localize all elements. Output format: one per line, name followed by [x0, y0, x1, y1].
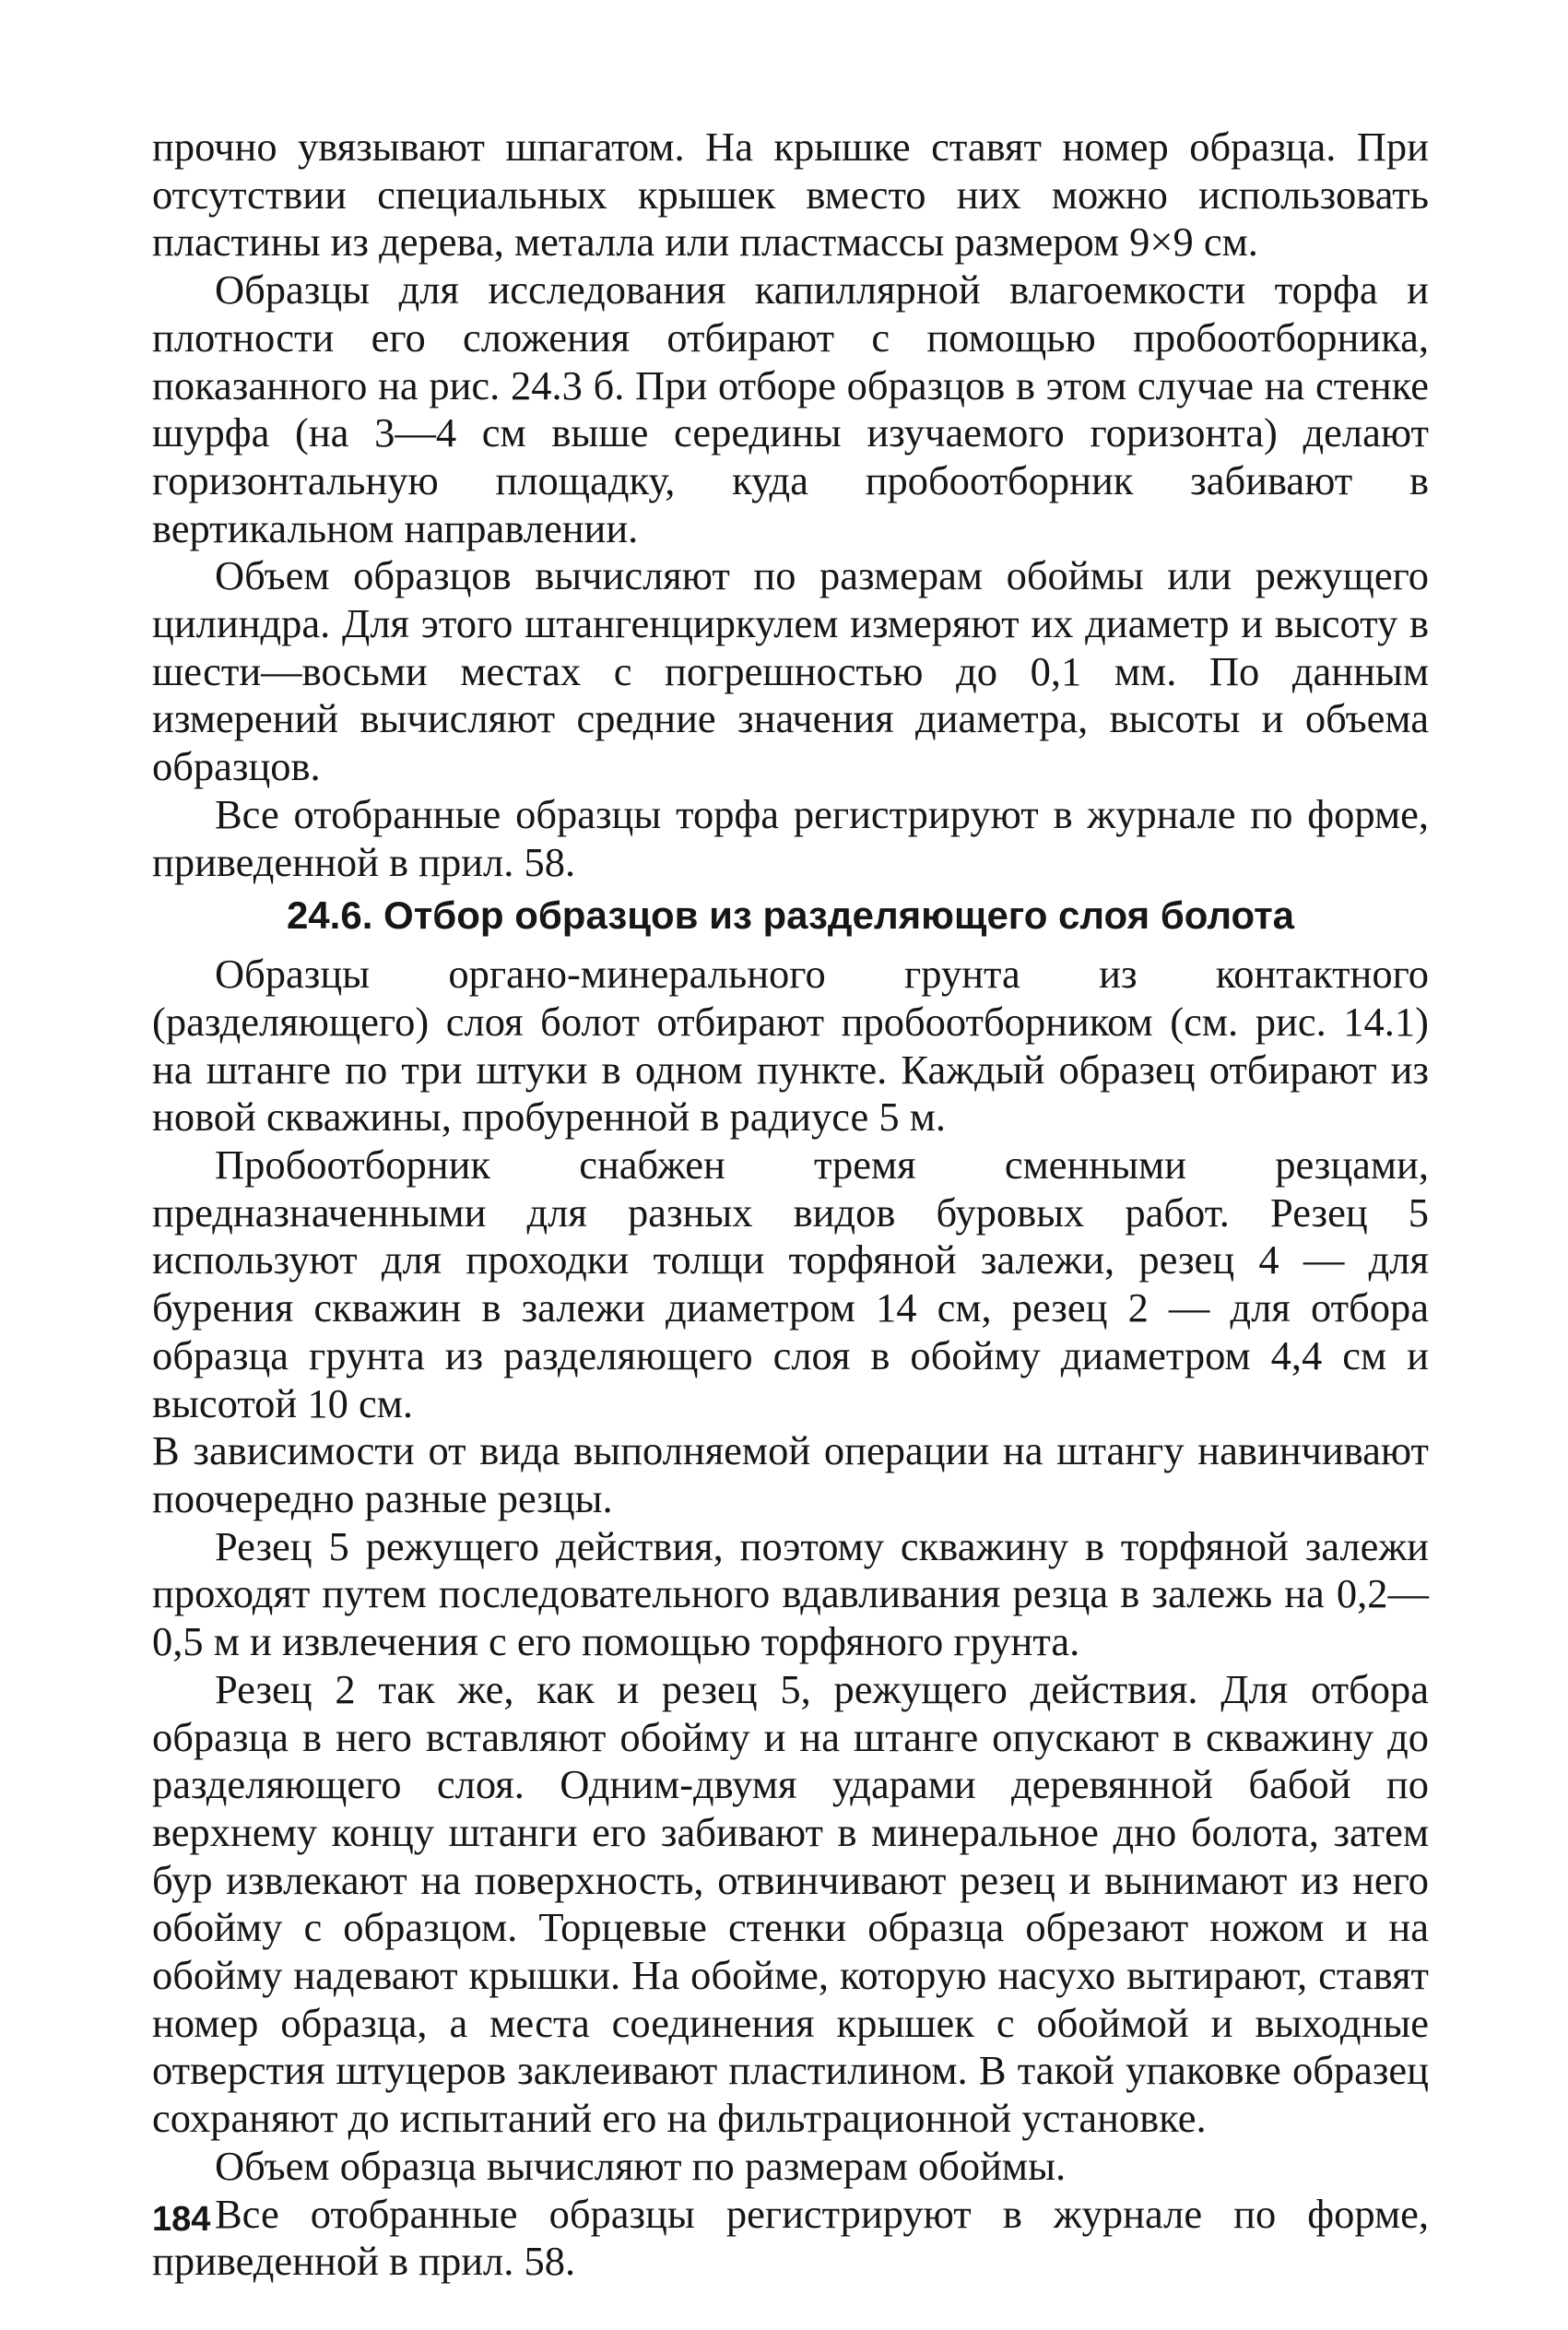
paragraph: Образцы органо-минерального грунта из контактного (разделяющего) слоя болот отбирают пробоотборником (см. рис. 14.1) на штанге по три штуки в одном пункте. Каждый образец отбирают из новой скважины, пробуренной в радиусе 5 м. — [152, 951, 1429, 1141]
paragraph: Пробоотборник снабжен тремя сменными резцами, предназначенными для разных видов буровых работ. Резец 5 используют для проходки толщи торфяной залежи, резец 4 — для бурения скважин в залежи диаметром 14 см, резец 2 — для отбора образца грунта из разделяющего слоя в обойму диаметром 4,4 см и высотой 10 см. — [152, 1141, 1429, 1426]
paragraph: Резец 2 так же, как и резец 5, режущего действия. Для отбора образца в него вставляют обойму и на штанге опускают в скважину до разделяющего слоя. Одним-двумя ударами деревянной бабой по верхнему концу штанги его забивают в минеральное дно болота, затем бур извлекают на поверхность, отвинчивают резец и вынимают из него обойму с образцом. Торцевые стенки образца обрезают ножом и на обойму надевают крышки. На обойме, которую насухо вытирают, ставят номер образца, а места соединения крышек с обоймой и выходные отверстия штуцеров заклеивают пластилином. В такой упаковке образец сохраняют до испытаний его на фильтрационной установке. — [152, 1665, 1429, 2142]
paragraph: В зависимости от вида выполняемой операции на штангу навинчивают поочередно разные резцы. — [152, 1427, 1429, 1521]
paragraph-continuation: прочно увязывают шпагатом. На крышке ставят номер образца. При отсутствии специальных крышек вместо них можно использовать пластины из дерева, металла или пластмассы размером 9×9 см. — [152, 124, 1429, 266]
paragraph: Резец 5 режущего действия, поэтому скважину в торфяной залежи проходят путем последовательного вдавливания резца в залежь на 0,2—0,5 м и извлечения с его помощью торфяного грунта. — [152, 1522, 1429, 1665]
paragraph: Объем образца вычисляют по размерам обоймы. — [215, 2142, 1067, 2189]
section-heading: 24.6. Отбор образцов из разделяющего слоя болота — [286, 893, 1295, 938]
paragraph: Объем образцов вычисляют по размерам обоймы или режущего цилиндра. Для этого штангенциркулем измеряют их диаметр и высоту в шести—восьми местах с погрешностью до 0,1 мм. По данным измерений вычисляют средние значения диаметра, высоты и объема образцов. — [152, 552, 1429, 790]
paragraph: Все отобранные образцы регистрируют в журнале по форме, приведенной в прил. 58. — [152, 2190, 1429, 2285]
document-page — [152, 124, 1429, 2285]
paragraph: Образцы для исследования капиллярной влагоемкости торфа и плотности его сложения отбирают с помощью пробоотборника, показанного на рис. 24.3 б. При отборе образцов в этом случае на стенке шурфа (на 3—4 см выше середины изучаемого горизонта) делают горизонтальную площадку, куда пробоотборник забивают в вертикальном направлении. — [152, 266, 1429, 551]
paragraph: Все отобранные образцы торфа регистрируют в журнале по форме, приведенной в прил. 58. — [152, 790, 1429, 885]
page-number: 184 — [152, 2200, 211, 2239]
